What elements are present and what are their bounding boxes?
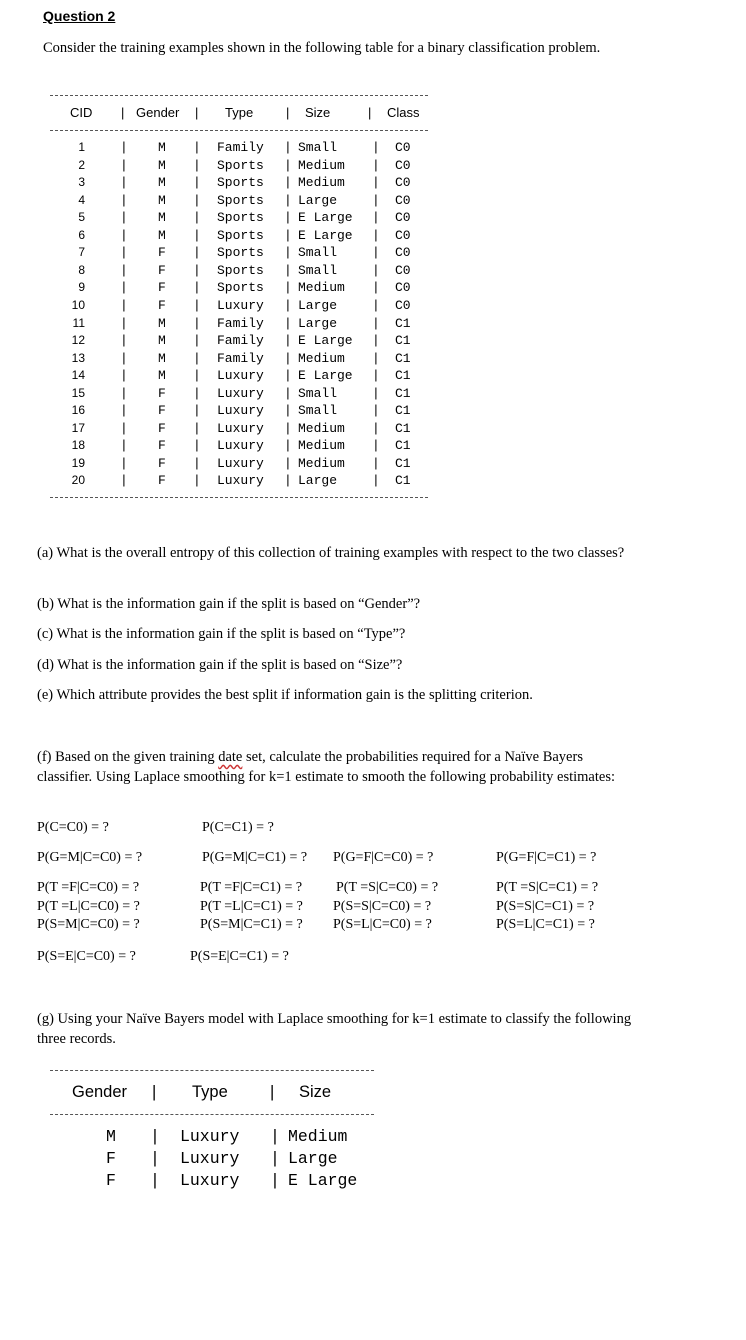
cell-cid: 13	[71, 350, 85, 365]
cell-type: Sports	[217, 227, 264, 243]
column-separator: |	[372, 473, 380, 489]
cell-size: Large	[298, 473, 338, 489]
column-separator: |	[284, 192, 292, 208]
column-separator: |	[284, 368, 292, 384]
column-separator: |	[193, 315, 201, 331]
column-separator: |	[372, 438, 380, 454]
cell-gender: F	[158, 280, 166, 296]
header-gender: Gender	[136, 105, 180, 120]
prob-tl-c1: P(T =L|C=C1) = ?	[200, 899, 303, 914]
column-separator: |	[120, 245, 128, 261]
cell-size: E Large	[298, 368, 353, 384]
test-top-rule	[50, 1070, 374, 1071]
cell-cid: 9	[78, 280, 85, 295]
cell-cid: 12	[71, 333, 85, 348]
column-separator: |	[193, 192, 201, 208]
cell-type: Luxury	[217, 385, 264, 401]
test-header-size: Size	[299, 1083, 332, 1101]
column-separator: |	[270, 1127, 280, 1146]
prob-ss-c1: P(S=S|C=C1) = ?	[496, 899, 595, 914]
prob-sm-c1: P(S=M|C=C1) = ?	[200, 917, 303, 932]
header-size: Size	[305, 105, 331, 120]
column-separator: |	[193, 473, 201, 489]
column-separator: |	[193, 245, 201, 261]
cell-class: C0	[395, 297, 411, 313]
column-separator: |	[193, 455, 201, 471]
column-separator: |	[193, 210, 201, 226]
cell-class: C1	[395, 333, 411, 349]
cell-class: C1	[395, 385, 411, 401]
column-separator: |	[372, 315, 380, 331]
cell-type: Sports	[217, 245, 264, 261]
cell-gender: M	[158, 192, 166, 208]
cell-class: C1	[395, 315, 411, 331]
column-separator: |	[372, 333, 380, 349]
cell-size: E Large	[298, 333, 353, 349]
cell-size: E Large	[298, 227, 353, 243]
column-separator: |	[193, 262, 201, 278]
prob-sm-c0: P(S=M|C=C0) = ?	[37, 917, 140, 932]
part-d: (d) What is the information gain if the split is based on “Size”?	[37, 657, 403, 673]
cell-cid: 17	[71, 420, 85, 435]
column-separator: |	[372, 385, 380, 401]
column-separator: |	[284, 175, 292, 191]
test-cell-gender: F	[106, 1171, 116, 1190]
column-separator: |	[284, 333, 292, 349]
cell-type: Sports	[217, 262, 264, 278]
cell-class: C0	[395, 280, 411, 296]
column-separator: |	[372, 420, 380, 436]
column-separator: |	[193, 297, 201, 313]
test-header-type: Type	[192, 1083, 228, 1101]
prob-gf-c1: P(G=F|C=C1) = ?	[496, 850, 597, 865]
cell-type: Family	[217, 333, 264, 349]
cell-cid: 16	[71, 403, 85, 418]
cell-type: Sports	[217, 175, 264, 191]
cell-gender: M	[158, 315, 166, 331]
column-separator: |	[372, 210, 380, 226]
cell-type: Sports	[217, 210, 264, 226]
cell-cid: 20	[71, 473, 85, 488]
column-separator: |	[193, 157, 201, 173]
cell-gender: M	[158, 210, 166, 226]
cell-type: Luxury	[217, 403, 264, 419]
column-separator: |	[372, 455, 380, 471]
header-class: Class	[387, 105, 420, 120]
cell-class: C0	[395, 210, 411, 226]
cell-class: C0	[395, 175, 411, 191]
cell-gender: F	[158, 297, 166, 313]
cell-class: C0	[395, 262, 411, 278]
column-separator: |	[120, 403, 128, 419]
cell-gender: M	[158, 333, 166, 349]
test-header-sep: |	[270, 1083, 275, 1101]
prob-sl-c1: P(S=L|C=C1) = ?	[496, 917, 595, 932]
cell-size: Medium	[298, 438, 345, 454]
column-separator: |	[193, 175, 201, 191]
test-cell-type: Luxury	[180, 1149, 240, 1168]
part-c: (c) What is the information gain if the split is based on “Type”?	[37, 626, 406, 642]
column-separator: |	[120, 368, 128, 384]
cell-class: C1	[395, 438, 411, 454]
column-separator: |	[284, 350, 292, 366]
part-b: (b) What is the information gain if the split is based on “Gender”?	[37, 596, 421, 612]
column-separator: |	[372, 227, 380, 243]
column-separator: |	[193, 333, 201, 349]
column-separator: |	[120, 157, 128, 173]
cell-gender: F	[158, 420, 166, 436]
column-separator: |	[284, 403, 292, 419]
column-separator: |	[193, 385, 201, 401]
column-separator: |	[284, 140, 292, 155]
cell-gender: M	[158, 157, 166, 173]
cell-size: Large	[298, 192, 338, 208]
prob-sl-c0: P(S=L|C=C0) = ?	[333, 917, 432, 932]
test-cell-gender: M	[106, 1127, 116, 1146]
cell-class: C1	[395, 368, 411, 384]
column-separator: |	[284, 245, 292, 261]
cell-cid: 4	[78, 192, 85, 207]
column-separator: |	[284, 157, 292, 173]
part-a: (a) What is the overall entropy of this collection of training examples with respect to the two classes?	[37, 545, 625, 561]
question-intro: Consider the training examples shown in the following table for a binary classification problem.	[43, 40, 601, 56]
column-separator: |	[284, 210, 292, 226]
cell-gender: F	[158, 473, 166, 489]
cell-gender: M	[158, 140, 166, 155]
cell-type: Family	[217, 315, 264, 331]
column-separator: |	[120, 385, 128, 401]
prob-ss-c0: P(S=S|C=C0) = ?	[333, 899, 432, 914]
cell-type: Luxury	[217, 297, 264, 313]
column-separator: |	[193, 438, 201, 454]
column-separator: |	[193, 227, 201, 243]
column-separator: |	[372, 403, 380, 419]
column-separator: |	[120, 280, 128, 296]
column-separator: |	[284, 473, 292, 489]
cell-cid: 11	[72, 315, 85, 330]
cell-size: Medium	[298, 157, 345, 173]
cell-gender: M	[158, 175, 166, 191]
column-separator: |	[284, 420, 292, 436]
column-separator: |	[120, 438, 128, 454]
column-separator: |	[193, 350, 201, 366]
cell-gender: F	[158, 455, 166, 471]
column-separator: |	[120, 473, 128, 489]
column-separator: |	[150, 1171, 160, 1190]
column-separator: |	[270, 1149, 280, 1168]
column-separator: |	[372, 140, 380, 155]
cell-class: C1	[395, 420, 411, 436]
column-separator: |	[120, 315, 128, 331]
part-e: (e) Which attribute provides the best split if information gain is the splitting criterion.	[37, 687, 533, 703]
column-separator: |	[193, 140, 201, 155]
part-f-text-cont: set, calculate the probabilities required for a Naïve Bayers classifier. Using Laplace smoothing for k=1 estimate to smooth the following probability estimates:	[37, 749, 616, 785]
column-separator: |	[372, 297, 380, 313]
column-separator: |	[193, 403, 201, 419]
cell-size: Large	[298, 315, 338, 331]
cell-size: Small	[298, 262, 338, 278]
test-cell-type: Luxury	[180, 1171, 240, 1190]
test-header-sep: |	[152, 1083, 157, 1101]
cell-cid: 7	[78, 245, 85, 260]
column-separator: |	[284, 455, 292, 471]
question-title: Question 2	[43, 8, 116, 24]
cell-class: C1	[395, 350, 411, 366]
cell-size: Medium	[298, 280, 345, 296]
cell-cid: 1	[78, 140, 85, 154]
prob-ts-c0: P(T =S|C=C0) = ?	[336, 880, 439, 895]
table-top-rule	[50, 95, 428, 96]
cell-size: Medium	[298, 175, 345, 191]
cell-type: Luxury	[217, 473, 264, 489]
cell-size: Medium	[298, 455, 345, 471]
cell-type: Family	[217, 140, 264, 155]
column-separator: |	[372, 350, 380, 366]
cell-cid: 14	[71, 368, 85, 383]
cell-size: Small	[298, 140, 338, 155]
column-separator: |	[193, 420, 201, 436]
part-f-text: (f) Based on the given training	[37, 749, 219, 765]
column-separator: |	[120, 420, 128, 436]
column-separator: |	[193, 280, 201, 296]
cell-gender: F	[158, 262, 166, 278]
cell-type: Luxury	[217, 455, 264, 471]
column-separator: |	[284, 315, 292, 331]
cell-size: Small	[298, 403, 338, 419]
table-header-rule	[50, 130, 428, 131]
prob-tl-c0: P(T =L|C=C0) = ?	[37, 899, 140, 914]
test-cell-type: Luxury	[180, 1127, 240, 1146]
prob-se-c1: P(S=E|C=C1) = ?	[190, 949, 289, 964]
column-separator: |	[270, 1171, 280, 1190]
prob-gf-c0: P(G=F|C=C0) = ?	[333, 850, 434, 865]
cell-type: Family	[217, 350, 264, 366]
cell-type: Sports	[217, 157, 264, 173]
table-bottom-rule	[50, 497, 428, 498]
cell-gender: M	[158, 350, 166, 366]
column-separator: |	[120, 140, 128, 155]
header-sep: |	[368, 105, 372, 120]
column-separator: |	[120, 350, 128, 366]
header-sep: |	[121, 105, 125, 120]
column-separator: |	[372, 192, 380, 208]
prob-tf-c1: P(T =F|C=C1) = ?	[200, 880, 303, 895]
part-g: (g) Using your Naïve Bayers model with Laplace smoothing for k=1 estimate to classify the following three records.	[37, 1011, 632, 1047]
prob-se-c0: P(S=E|C=C0) = ?	[37, 949, 136, 964]
column-separator: |	[284, 262, 292, 278]
column-separator: |	[120, 455, 128, 471]
column-separator: |	[193, 368, 201, 384]
test-cell-size: Large	[288, 1149, 338, 1168]
cell-gender: F	[158, 245, 166, 261]
header-sep: |	[286, 105, 290, 120]
column-separator: |	[284, 280, 292, 296]
cell-type: Sports	[217, 192, 264, 208]
test-header-rule	[50, 1114, 374, 1115]
cell-size: Medium	[298, 420, 345, 436]
cell-type: Luxury	[217, 368, 264, 384]
cell-size: Small	[298, 245, 338, 261]
cell-class: C1	[395, 473, 411, 489]
column-separator: |	[372, 262, 380, 278]
prob-c0: P(C=C0) = ?	[37, 820, 109, 835]
column-separator: |	[120, 227, 128, 243]
prob-gm-c1: P(G=M|C=C1) = ?	[202, 850, 308, 865]
test-header-gender: Gender	[72, 1083, 128, 1101]
cell-class: C1	[395, 403, 411, 419]
column-separator: |	[120, 175, 128, 191]
column-separator: |	[120, 297, 128, 313]
column-separator: |	[150, 1127, 160, 1146]
column-separator: |	[284, 227, 292, 243]
prob-gm-c0: P(G=M|C=C0) = ?	[37, 850, 143, 865]
test-cell-size: Medium	[288, 1127, 348, 1146]
cell-type: Luxury	[217, 438, 264, 454]
column-separator: |	[284, 297, 292, 313]
part-f	[37, 747, 617, 787]
header-sep: |	[195, 105, 199, 120]
prob-ts-c1: P(T =S|C=C1) = ?	[496, 880, 599, 895]
cell-cid: 10	[71, 297, 85, 312]
part-f-typo: date	[218, 749, 243, 765]
cell-gender: M	[158, 368, 166, 384]
cell-cid: 15	[71, 385, 85, 400]
column-separator: |	[150, 1149, 160, 1168]
cell-size: E Large	[298, 210, 353, 226]
header-type: Type	[225, 105, 254, 120]
cell-class: C0	[395, 227, 411, 243]
cell-cid: 2	[78, 157, 85, 172]
cell-class: C0	[395, 157, 411, 173]
header-cid: CID	[70, 105, 93, 120]
prob-c1: P(C=C1) = ?	[202, 820, 274, 835]
cell-gender: M	[158, 227, 166, 243]
column-separator: |	[120, 333, 128, 349]
column-separator: |	[372, 368, 380, 384]
cell-class: C0	[395, 140, 411, 155]
cell-type: Sports	[217, 280, 264, 296]
cell-class: C1	[395, 455, 411, 471]
cell-gender: F	[158, 403, 166, 419]
cell-type: Luxury	[217, 420, 264, 436]
cell-gender: F	[158, 385, 166, 401]
column-separator: |	[372, 280, 380, 296]
cell-size: Medium	[298, 350, 345, 366]
prob-tf-c0: P(T =F|C=C0) = ?	[37, 880, 140, 895]
column-separator: |	[120, 192, 128, 208]
cell-gender: F	[158, 438, 166, 454]
column-separator: |	[120, 210, 128, 226]
test-cell-gender: F	[106, 1149, 116, 1168]
column-separator: |	[284, 385, 292, 401]
cell-cid: 8	[78, 262, 85, 277]
cell-cid: 19	[71, 455, 85, 470]
cell-class: C0	[395, 245, 411, 261]
column-separator: |	[372, 245, 380, 261]
cell-cid: 18	[71, 438, 85, 453]
cell-cid: 6	[78, 227, 85, 242]
column-separator: |	[284, 438, 292, 454]
cell-size: Large	[298, 297, 338, 313]
test-cell-size: E Large	[288, 1171, 358, 1190]
cell-size: Small	[298, 385, 338, 401]
cell-cid: 3	[78, 175, 85, 190]
column-separator: |	[372, 175, 380, 191]
cell-cid: 5	[78, 210, 85, 225]
column-separator: |	[372, 157, 380, 173]
column-separator: |	[120, 262, 128, 278]
cell-class: C0	[395, 192, 411, 208]
